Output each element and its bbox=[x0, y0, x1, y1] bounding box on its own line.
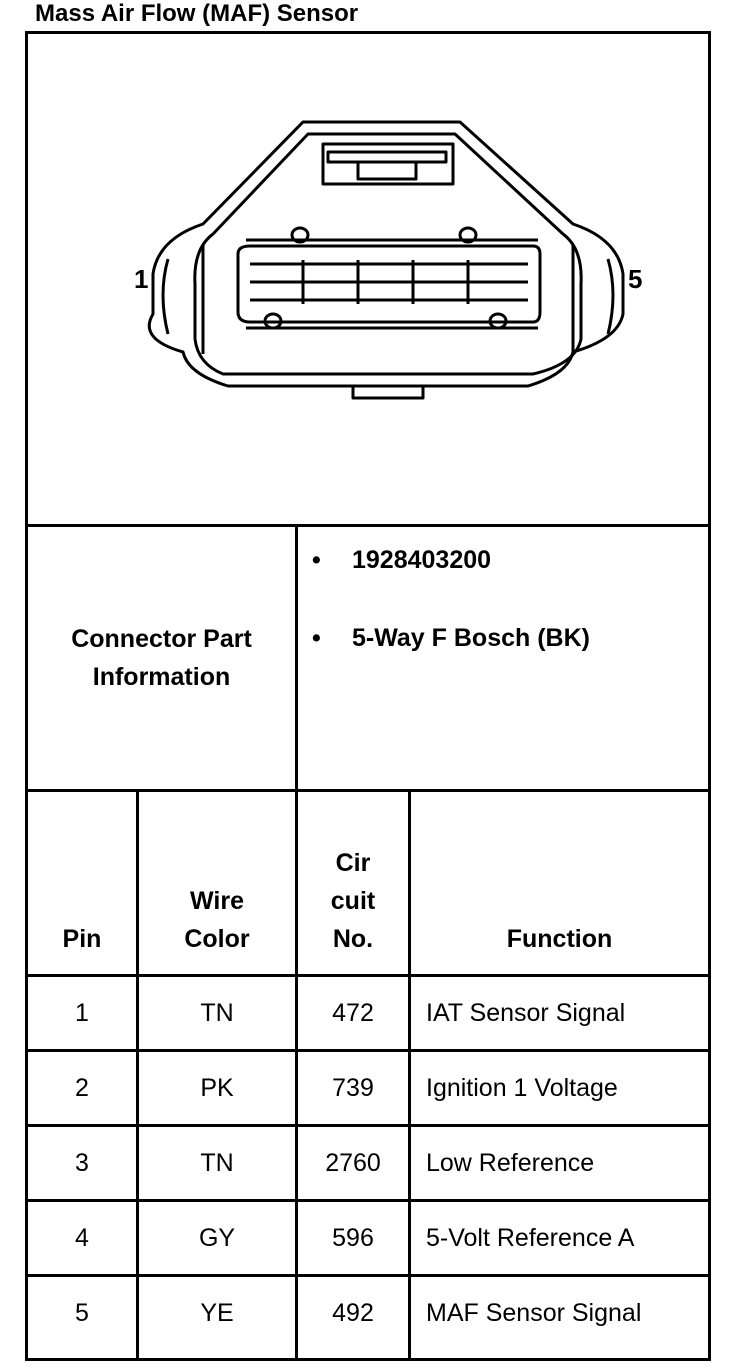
page-title: Mass Air Flow (MAF) Sensor bbox=[35, 0, 359, 27]
cell-circuit: 2760 bbox=[325, 1149, 381, 1177]
pin-label-right: 5 bbox=[628, 264, 643, 294]
cell-pin: 2 bbox=[75, 1074, 89, 1102]
cell-circuit: 472 bbox=[332, 999, 374, 1027]
column-header-circuit-no: Cir cuit No. bbox=[330, 849, 376, 953]
cell-function: 5-Volt Reference A bbox=[426, 1224, 635, 1252]
cell-function: Ignition 1 Voltage bbox=[426, 1074, 618, 1102]
connector-face-icon bbox=[28, 34, 708, 524]
cell-circuit: 739 bbox=[332, 1074, 374, 1102]
part-number: 1928403200 bbox=[352, 546, 492, 574]
cell-pin: 1 bbox=[75, 999, 89, 1027]
cell-function: MAF Sensor Signal bbox=[426, 1299, 642, 1327]
pin-label-left: 1 bbox=[134, 264, 149, 294]
cell-wire-color: YE bbox=[200, 1299, 234, 1327]
cell-function: IAT Sensor Signal bbox=[426, 999, 626, 1027]
cell-pin: 5 bbox=[75, 1299, 89, 1327]
divider bbox=[295, 524, 298, 792]
connector-description: 5-Way F Bosch (BK) bbox=[352, 624, 590, 652]
column-header-pin: Pin bbox=[62, 925, 102, 953]
column-header-function: Function bbox=[506, 925, 613, 953]
cell-wire-color: TN bbox=[200, 999, 234, 1027]
cell-pin: 3 bbox=[75, 1149, 89, 1177]
cell-circuit: 492 bbox=[332, 1299, 374, 1327]
cell-pin: 4 bbox=[75, 1224, 89, 1252]
cell-function: Low Reference bbox=[426, 1149, 595, 1177]
connector-diagram bbox=[28, 34, 708, 524]
cell-circuit: 596 bbox=[332, 1224, 374, 1252]
connector-part-info-label: Connector Part Information bbox=[71, 625, 252, 691]
cell-wire-color: PK bbox=[200, 1074, 234, 1102]
column-header-wire-color: Wire Color bbox=[184, 887, 250, 953]
cell-wire-color: GY bbox=[198, 1224, 236, 1252]
cell-wire-color: TN bbox=[200, 1149, 234, 1177]
